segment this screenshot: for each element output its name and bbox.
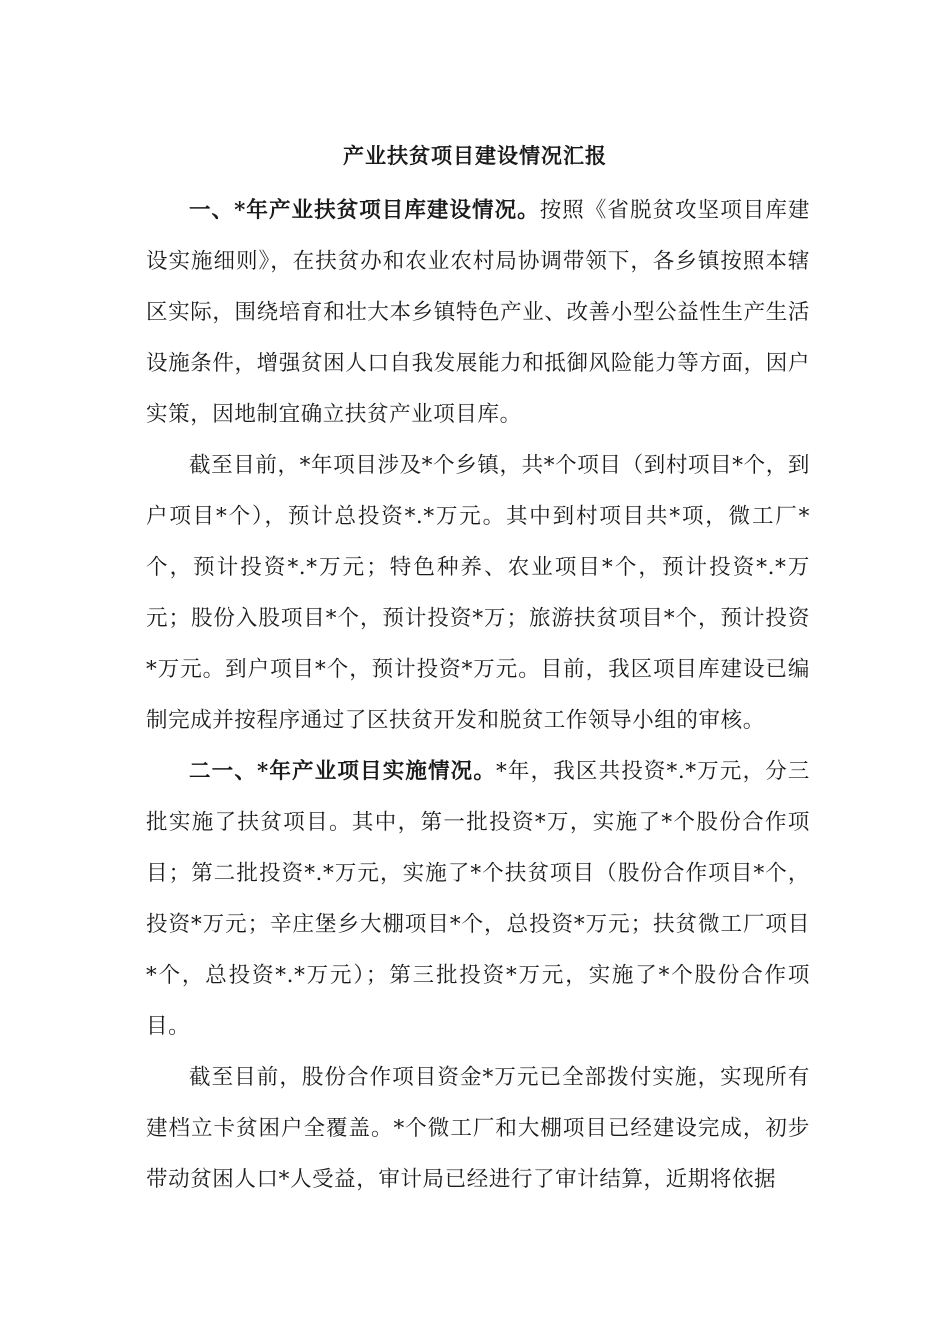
paragraph-text-3: *年，我区共投资*.*万元，分三批实施了扶贫项目。其中，第一批投资*万，实施了*个股份合作项目；第二批投资*.*万元，实施了*个扶贫项目（股份合作项目*个，投资*万元；辛庄堡乡大棚项目*个，总投资*万元；扶贫微工厂项目*个，总投资*.*万元）；第三批投资*万元，实施了*个股份合作项目。 — [146, 759, 810, 1039]
paragraph-text-4: 截至目前，股份合作项目资金*万元已全部拨付实施，实现所有建档立卡贫困户全覆盖。*个微工厂和大棚项目已经建设完成，初步带动贫困人口*人受益，审计局已经进行了审计结算，近期将依据 — [146, 1065, 810, 1192]
paragraph-3 — [146, 746, 810, 1052]
document-title: 产业扶贫项目建设情况汇报 — [343, 143, 607, 168]
paragraph-text-1: 按照《省脱贫攻坚项目库建设实施细则》，在扶贫办和农业农村局协调带领下，各乡镇按照本辖区实际，围绕培育和壮大本乡镇特色产业、改善小型公益性生产生活设施条件，增强贫困人口自我发展能力和抵御风险能力等方面，因户实策，因地制宜确立扶贫产业项目库。 — [146, 198, 810, 427]
paragraph-2 — [146, 440, 810, 746]
section-heading-2: 二一、*年产业项目实施情况。 — [189, 759, 497, 784]
paragraph-4 — [146, 1052, 810, 1205]
section-heading-1: 一、*年产业扶贫项目库建设情况。 — [189, 198, 540, 223]
paragraph-text-2: 截至目前，*年项目涉及*个乡镇，共*个项目（到村项目*个，到户项目*个），预计总投资*.*万元。其中到村项目共*项，微工厂*个，预计投资*.*万元；特色种养、农业项目*个，预计投资*.*万元；股份入股项目*个，预计投资*万；旅游扶贫项目*个，预计投资*万元。到户项目*个，预计投资*万元。目前，我区项目库建设已编制完成并按程序通过了区扶贫开发和脱贫工作领导小组的审核。 — [146, 453, 810, 733]
document-body — [146, 185, 810, 1205]
paragraph-1 — [146, 185, 810, 440]
